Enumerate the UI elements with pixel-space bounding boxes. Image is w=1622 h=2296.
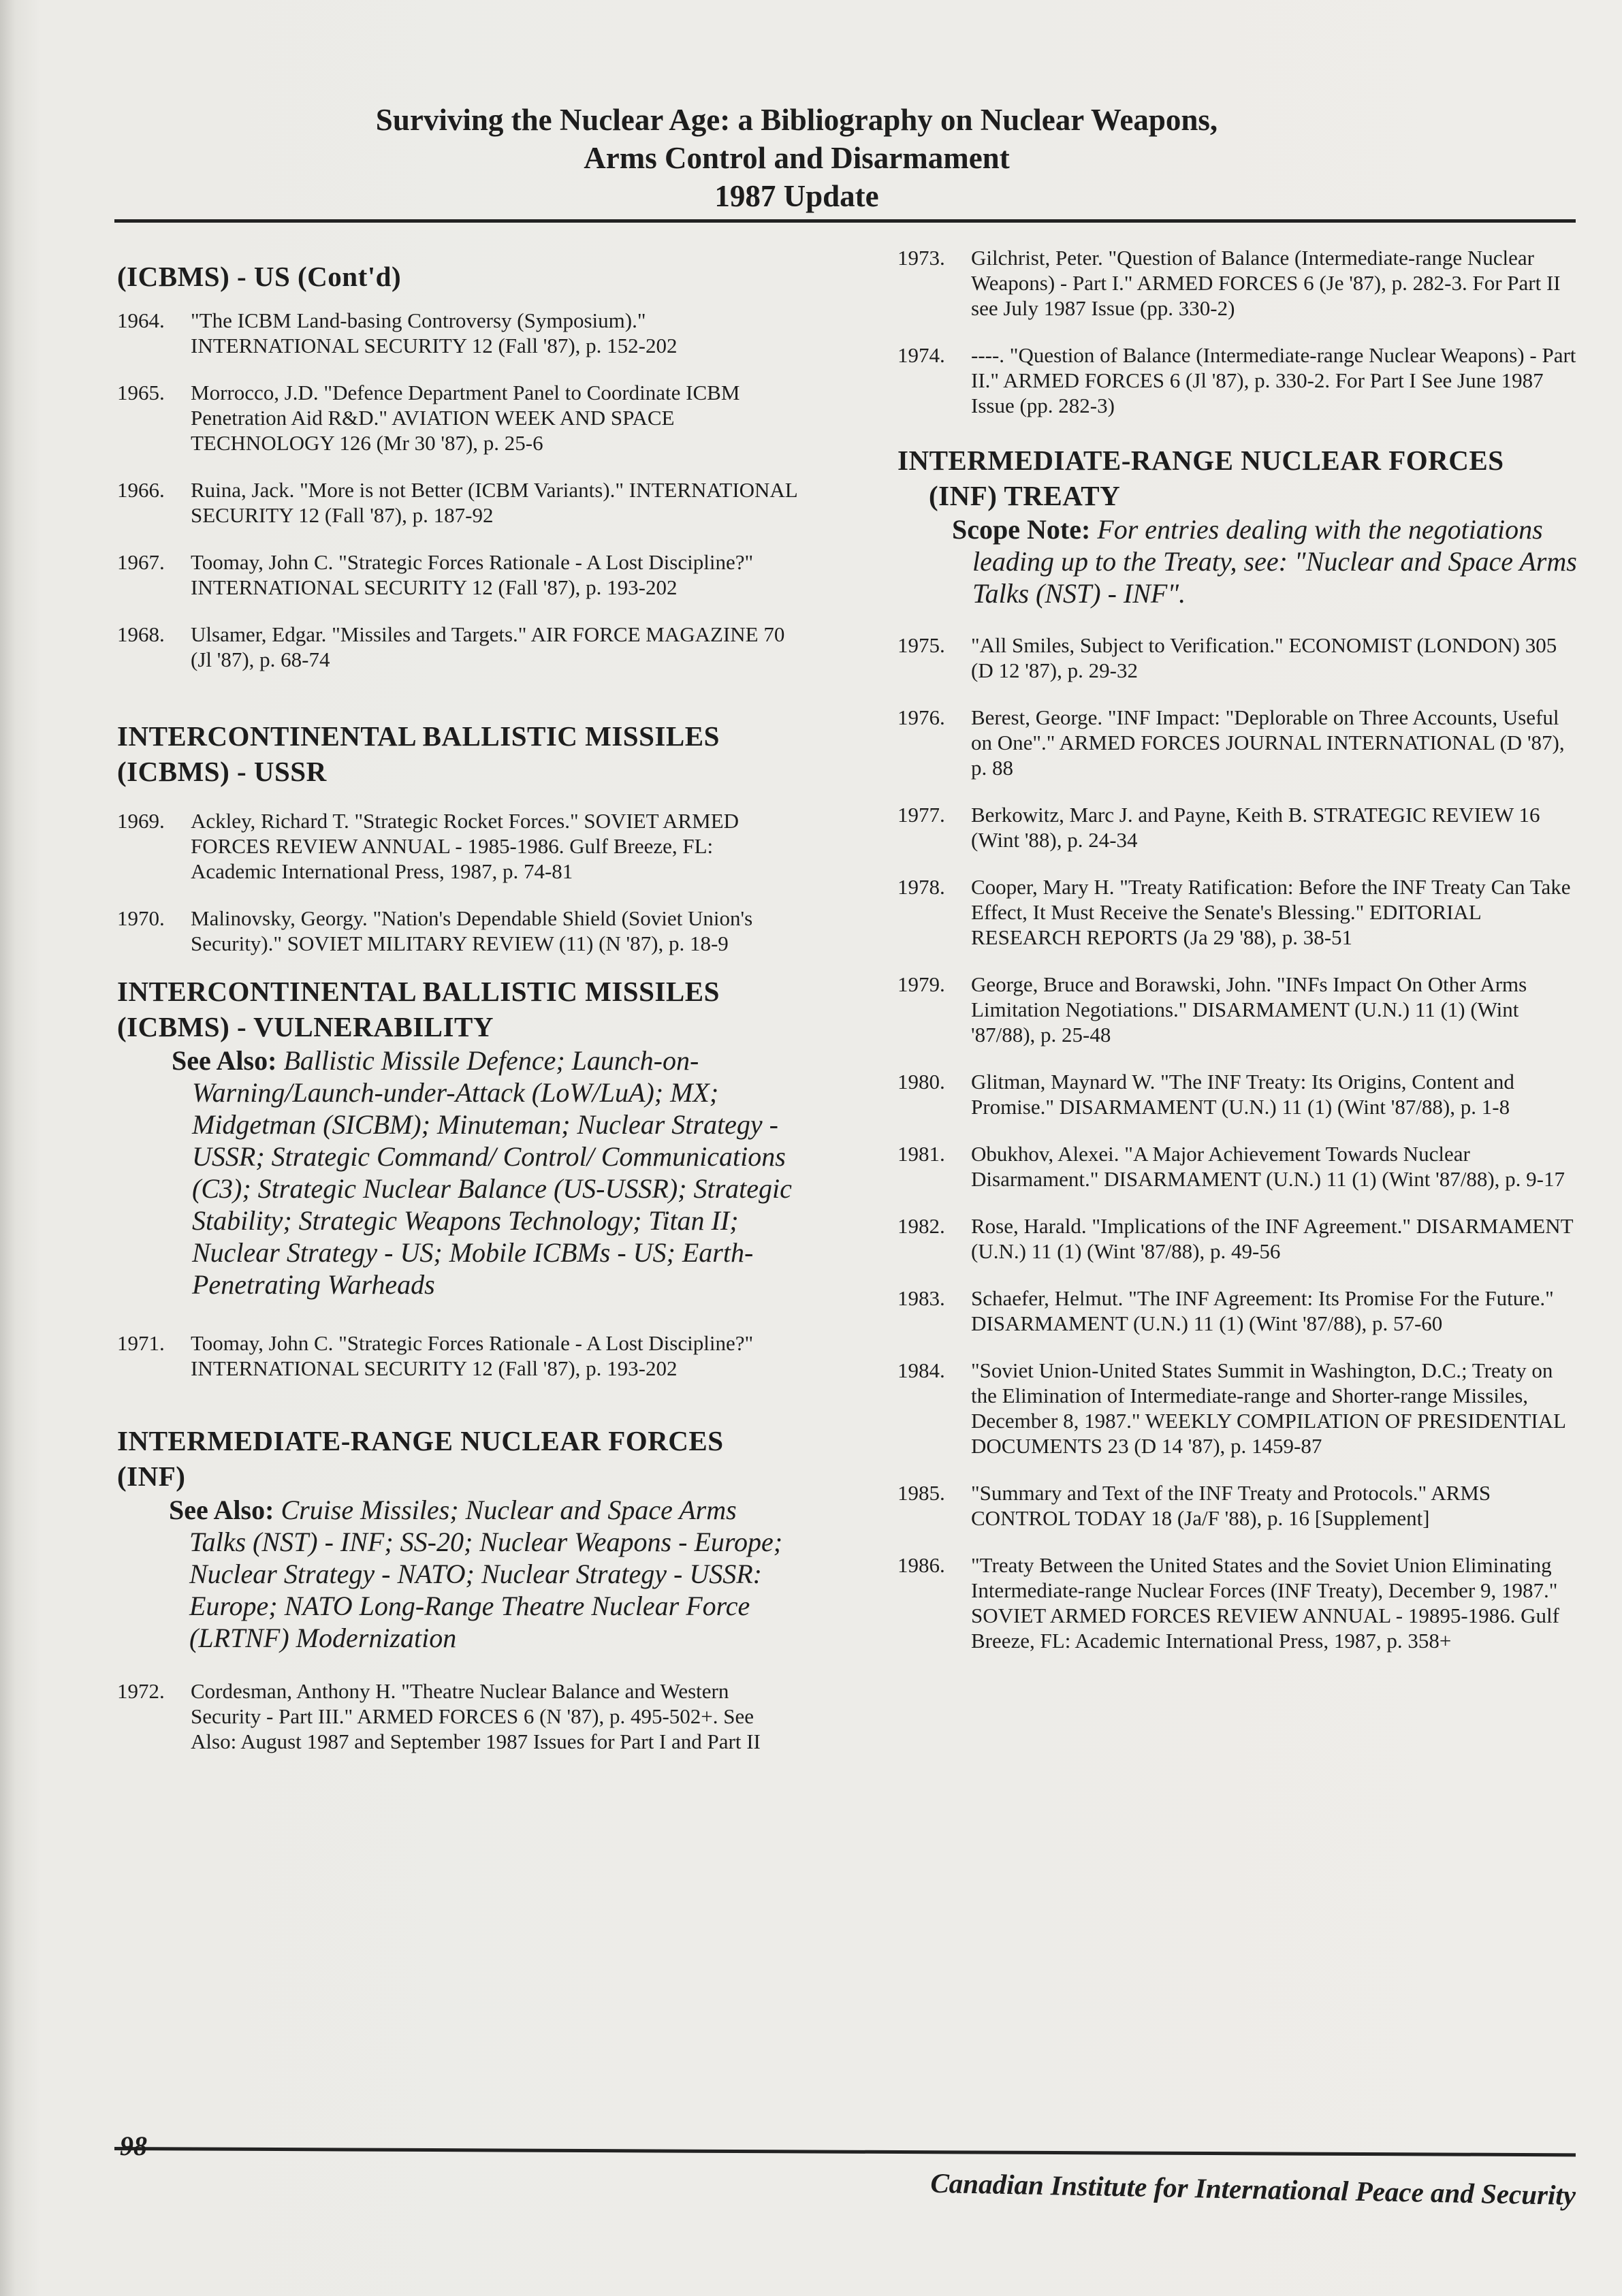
entry-number: 1979.	[897, 972, 945, 996]
entry-number: 1980.	[897, 1070, 945, 1094]
page-number: 98	[120, 2131, 147, 2161]
entry-text: Berkowitz, Marc J. and Payne, Keith B. STRATEGIC REVIEW 16 (Wint '88), p. 24-34	[971, 803, 1540, 852]
right-column	[897, 246, 1578, 1653]
see-also-note	[117, 1494, 798, 1654]
entry-number: 1973.	[897, 246, 945, 270]
bib-entry	[117, 808, 798, 884]
entry-text: Cooper, Mary H. "Treaty Ratification: Before the INF Treaty Can Take Effect, It Must Receive the Senate's Blessing." EDITORIAL RESEARCH REPORTS (Ja 29 '88), p. 38-51	[971, 875, 1571, 949]
entry-number: 1967.	[117, 550, 165, 574]
entry-text: Ulsamer, Edgar. "Missiles and Targets." AIR FORCE MAGAZINE 70 (Jl '87), p. 68-74	[191, 622, 785, 671]
section-heading-line: (INF) TREATY	[929, 480, 1121, 511]
entry-text: Berest, George. "INF Impact: "Deplorable on Three Accounts, Useful on One"." ARMED FORCES JOURNAL INTERNATIONAL (D '87), p. 88	[971, 705, 1565, 780]
bib-entry	[897, 802, 1578, 852]
see-also-text: Cruise Missiles; Nuclear and Space Arms Talks (NST) - INF; SS-20; Nuclear Weapons - Europe; Nuclear Strategy - NATO; Nuclear Strategy - USSR: Europe; NATO Long-Range Theatre Nuclear Force (LRTNF) Modernization	[189, 1495, 783, 1653]
page-header	[116, 101, 1478, 215]
bib-entry	[897, 342, 1578, 418]
bib-entry	[117, 1330, 798, 1381]
entry-number: 1968.	[117, 622, 165, 646]
entry-number: 1975.	[897, 633, 945, 657]
bib-entry	[897, 705, 1578, 780]
entry-text: Toomay, John C. "Strategic Forces Rationale - A Lost Discipline?" INTERNATIONAL SECURITY 12 (Fall '87), p. 193-202	[191, 1331, 754, 1380]
section-heading-line: (INF)	[117, 1461, 186, 1492]
entry-text: "Summary and Text of the INF Treaty and Protocols." ARMS CONTROL TODAY 18 (Ja/F '88), p. 16 [Supplement]	[971, 1481, 1491, 1530]
bib-entry	[897, 1069, 1578, 1119]
entry-text: Gilchrist, Peter. "Question of Balance (Intermediate-range Nuclear Weapons) - Part I." ARMED FORCES 6 (Je '87), p. 282-3. For Part II see July 1987 Issue (pp. 330-2)	[971, 246, 1561, 320]
bib-entry	[897, 1141, 1578, 1192]
entry-number: 1985.	[897, 1481, 945, 1505]
bib-entry	[897, 1213, 1578, 1264]
entry-number: 1972.	[117, 1679, 165, 1703]
entry-text: Malinovsky, Georgy. "Nation's Dependable Shield (Soviet Union's Security)." SOVIET MILITARY REVIEW (11) (N '87), p. 18-9	[191, 906, 753, 955]
entry-text: Glitman, Maynard W. "The INF Treaty: Its Origins, Content and Promise." DISARMAMENT (U.N.) 11 (1) (Wint '87/88), p. 1-8	[971, 1070, 1514, 1119]
scope-note	[897, 513, 1578, 609]
entry-text: Toomay, John C. "Strategic Forces Rationale - A Lost Discipline?" INTERNATIONAL SECURITY 12 (Fall '87), p. 193-202	[191, 550, 754, 599]
entry-number: 1969.	[117, 809, 165, 833]
section-heading	[897, 443, 1578, 513]
entry-number: 1964.	[117, 308, 165, 332]
entry-text: "Soviet Union-United States Summit in Washington, D.C.; Treaty on the Elimination of Intermediate-range and Shorter-range Missiles, December 8, 1987." WEEKLY COMPILATION OF PRESIDENTIAL DOCUMENTS 23 (D 14 '87), p. 1459-87	[971, 1358, 1565, 1458]
entry-number: 1971.	[117, 1331, 165, 1355]
section-heading-line: INTERMEDIATE-RANGE NUCLEAR FORCES	[897, 445, 1504, 476]
header-title-line1: Surviving the Nuclear Age: a Bibliography on Nuclear Weapons,	[375, 103, 1218, 137]
entry-number: 1982.	[897, 1214, 945, 1238]
entry-text: Cordesman, Anthony H. "Theatre Nuclear Balance and Western Security - Part III." ARMED FORCES 6 (N '87), p. 495-502+. See Also: August 1987 and September 1987 Issues for Part I and Part II	[191, 1679, 761, 1753]
left-column	[117, 251, 798, 1754]
see-also-note	[117, 1045, 798, 1301]
entry-text: ----. "Question of Balance (Intermediate-range Nuclear Weapons) - Part II." ARMED FORCES 6 (Jl '87), p. 330-2. For Part I See June 1987 Issue (pp. 282-3)	[971, 343, 1576, 417]
bib-entry	[897, 972, 1578, 1047]
publisher-footer: Canadian Institute for International Peace and Security	[930, 2167, 1576, 2211]
entry-text: George, Bruce and Borawski, John. "INFs Impact On Other Arms Limitation Negotiations." DISARMAMENT (U.N.) 11 (1) (Wint '87/88), p. 25-48	[971, 972, 1527, 1047]
bib-entry	[117, 477, 798, 528]
bib-entry	[117, 622, 798, 672]
entry-text: Ruina, Jack. "More is not Better (ICBM Variants)." INTERNATIONAL SECURITY 12 (Fall '87), p. 187-92	[191, 478, 797, 527]
entry-number: 1977.	[897, 803, 945, 827]
section-heading-line: INTERCONTINENTAL BALLISTIC MISSILES	[117, 976, 720, 1007]
entry-text: Obukhov, Alexei. "A Major Achievement Towards Nuclear Disarmament." DISARMAMENT (U.N.) 11 (1) (Wint '87/88), p. 9-17	[971, 1142, 1565, 1191]
bib-entry	[897, 874, 1578, 950]
entry-text: "All Smiles, Subject to Verification." ECONOMIST (LONDON) 305 (D 12 '87), p. 29-32	[971, 633, 1557, 682]
section-heading	[117, 718, 798, 789]
section-heading-line: INTERMEDIATE-RANGE NUCLEAR FORCES	[117, 1425, 724, 1456]
footer-rule	[114, 2147, 1576, 2156]
entry-text: "The ICBM Land-basing Controversy (Symposium)." INTERNATIONAL SECURITY 12 (Fall '87), p. 152-202	[191, 308, 678, 357]
entry-number: 1966.	[117, 478, 165, 502]
see-also-text: Ballistic Missile Defence; Launch-on-Warning/Launch-under-Attack (LoW/LuA); MX; Midgetman (SICBM); Minuteman; Nuclear Strategy - USSR; Strategic Command/ Control/ Communications (C3); Strategic Nuclear Balance (US-USSR); Strategic Stability; Strategic Weapons Technology; Titan II; Nuclear Strategy - US; Mobile ICBMs - US; Earth-Penetrating Warheads	[192, 1045, 792, 1300]
header-rule	[114, 219, 1576, 223]
bib-entry	[117, 549, 798, 600]
section-heading: (ICBMS) - US (Cont'd)	[117, 261, 402, 292]
bib-entry	[897, 633, 1578, 683]
entry-number: 1976.	[897, 705, 945, 729]
entry-text: Ackley, Richard T. "Strategic Rocket Forces." SOVIET ARMED FORCES REVIEW ANNUAL - 1985-1986. Gulf Breeze, FL: Academic International Press, 1987, p. 74-81	[191, 809, 740, 883]
bib-entry	[897, 245, 1578, 321]
section-heading-line: (ICBMS) - VULNERABILITY	[117, 1011, 494, 1042]
entry-number: 1970.	[117, 906, 165, 930]
header-title-line2: Arms Control and Disarmament	[584, 141, 1010, 175]
header-title-line3: 1987 Update	[714, 179, 879, 213]
entry-text: "Treaty Between the United States and the Soviet Union Eliminating Intermediate-range Nuclear Forces (INF Treaty), December 9, 1987." SOVIET ARMED FORCES REVIEW ANNUAL - 19895-1986. Gulf Breeze, FL: Academic International Press, 1987, p. 358+	[971, 1553, 1559, 1653]
bib-entry	[897, 1552, 1578, 1653]
entry-text: Rose, Harald. "Implications of the INF Agreement." DISARMAMENT (U.N.) 11 (1) (Wint '87/88), p. 49-56	[971, 1214, 1573, 1263]
section-heading	[117, 974, 798, 1045]
entry-number: 1974.	[897, 343, 945, 367]
section-heading-line: (ICBMS) - USSR	[117, 756, 327, 787]
scope-note-text: For entries dealing with the negotiations leading up to the Treaty, see: "Nuclear and Space Arms Talks (NST) - INF".	[972, 514, 1577, 609]
entry-number: 1983.	[897, 1286, 945, 1310]
entry-number: 1965.	[117, 381, 165, 404]
scope-note-label: Scope Note:	[952, 514, 1091, 545]
bib-entry	[117, 906, 798, 956]
section-heading	[117, 1423, 798, 1494]
see-also-label: See Also:	[172, 1045, 277, 1076]
bib-entry	[897, 1358, 1578, 1458]
bib-entry	[897, 1480, 1578, 1531]
see-also-label: See Also:	[169, 1495, 274, 1525]
entry-number: 1986.	[897, 1553, 945, 1577]
bib-entry	[117, 308, 798, 358]
bib-entry	[117, 1678, 798, 1754]
entry-text: Schaefer, Helmut. "The INF Agreement: Its Promise For the Future." DISARMAMENT (U.N.) 11 (1) (Wint '87/88), p. 57-60	[971, 1286, 1554, 1335]
bib-entry	[897, 1286, 1578, 1336]
entry-number: 1978.	[897, 875, 945, 899]
entry-text: Morrocco, J.D. "Defence Department Panel to Coordinate ICBM Penetration Aid R&D." AVIATION WEEK AND SPACE TECHNOLOGY 126 (Mr 30 '87), p. 25-6	[191, 381, 740, 455]
entry-number: 1984.	[897, 1358, 945, 1382]
entry-number: 1981.	[897, 1142, 945, 1166]
bib-entry	[117, 380, 798, 456]
section-heading-line: INTERCONTINENTAL BALLISTIC MISSILES	[117, 720, 720, 752]
